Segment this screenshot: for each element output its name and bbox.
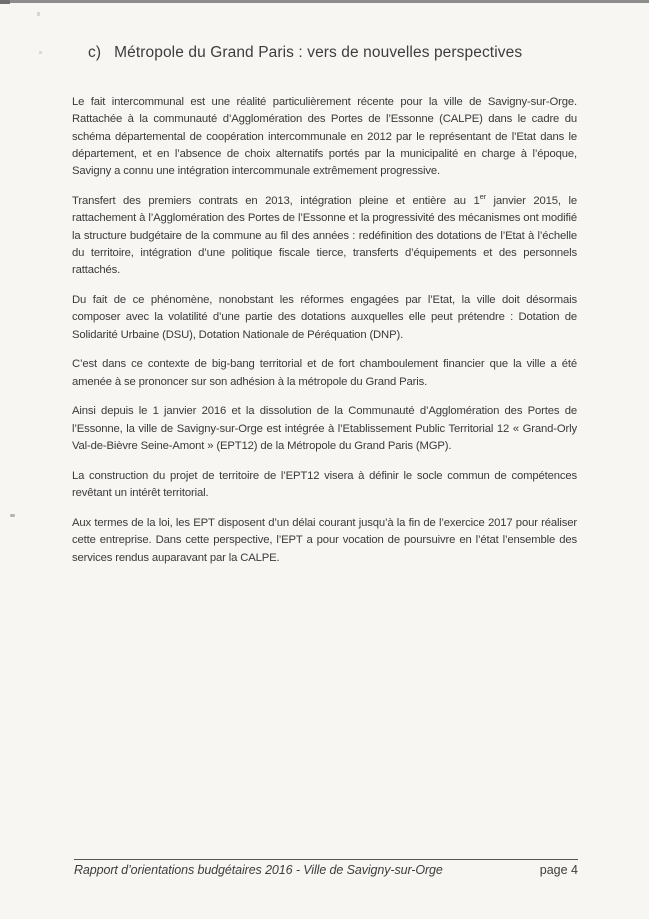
paragraph-big-bang: C’est dans ce contexte de big-bang territorial et de fort chamboulement financier que la ville a été amenée à se prononcer sur son adhésion à la métropole du Grand Paris. — [72, 358, 577, 388]
section-heading — [72, 42, 577, 64]
paragraph-ept12: Ainsi depuis le 1 janvier 2016 et la dissolution de la Communauté d’Agglomération des Portes de l’Essonne, la ville de Savigny-sur-Orge est intégrée à l’Etablissement Public Territorial 12 « Grand-Orly Val-de-Bièvre Seine-Amont » (EPT12) de la Métropole du Grand Paris (MGP). — [72, 405, 577, 453]
section-heading-title: Métropole du Grand Paris : vers de nouvelles perspectives — [114, 44, 523, 61]
paragraph-transfert-text-before: Transfert des premiers contrats en 2013, intégration pleine et entière au 1 — [72, 194, 480, 207]
scan-speck — [37, 12, 40, 16]
scan-corner-artifact — [0, 0, 10, 4]
scan-speck — [10, 514, 15, 517]
paragraph-transfert — [72, 193, 577, 279]
paragraph-intercommunal: Le fait intercommunal est une réalité particulièrement récente pour la ville de Savigny-sur-Orge. Rattachée à la communauté d’Agglomération des Portes de l’Essonne (CALPE) dans le cadre du schéma départemental de coopération intercommunale en 2012 par le représentant de l’Etat dans le département, et en l’absence de choix alternatifs portés par la municipalité en charge à l’époque, Savigny a connu une intégration intercommunale extrêmement progressive. — [72, 96, 577, 178]
paragraph-dotations: Du fait de ce phénomène, nonobstant les réformes engagées par l’Etat, la ville doit désormais composer avec la volatilité d’une partie des dotations auxquelles elle peut prétendre : Dotation de Solidarité Urbaine (DSU), Dotation Nationale de Péréquation (DNP). — [72, 293, 577, 341]
footer-page-number: page 4 — [539, 863, 578, 877]
paragraph-projet-territoire: La construction du projet de territoire de l’EPT12 visera à définir le socle commun de compétences revêtant un intérêt territorial. — [72, 469, 577, 500]
document-body — [72, 94, 577, 567]
footer — [74, 863, 578, 877]
footer-divider — [74, 859, 578, 860]
section-heading-number: c) — [88, 44, 102, 61]
footer-report-title: Rapport d’orientations budgétaires 2016 - Ville de Savigny-sur-Orge — [74, 863, 443, 877]
ordinal-superscript: er — [479, 192, 486, 202]
document-content — [72, 0, 577, 579]
scan-speck — [39, 51, 42, 54]
paragraph-transfert-text-after: janvier 2015, le rattachement à l’Agglomération des Portes de l’Essonne et la progressivité des mécanismes ont modifié la structure budgétaire de la commune au fil des années : redéfinition des dotations de l’Etat à l’échelle du territoire, intégration d’une politique fiscale tierce, transferts d’équipements et des personnels rattachés. — [72, 194, 577, 277]
paragraph-delai-2017: Aux termes de la loi, les EPT disposent d’un délai courant jusqu’à la fin de l’exercice 2017 pour réaliser cette entreprise. Dans cette perspective, l’EPT a pour vocation de poursuivre en l’état l’ensemble des services rendus auparavant par la CALPE. — [72, 516, 577, 564]
